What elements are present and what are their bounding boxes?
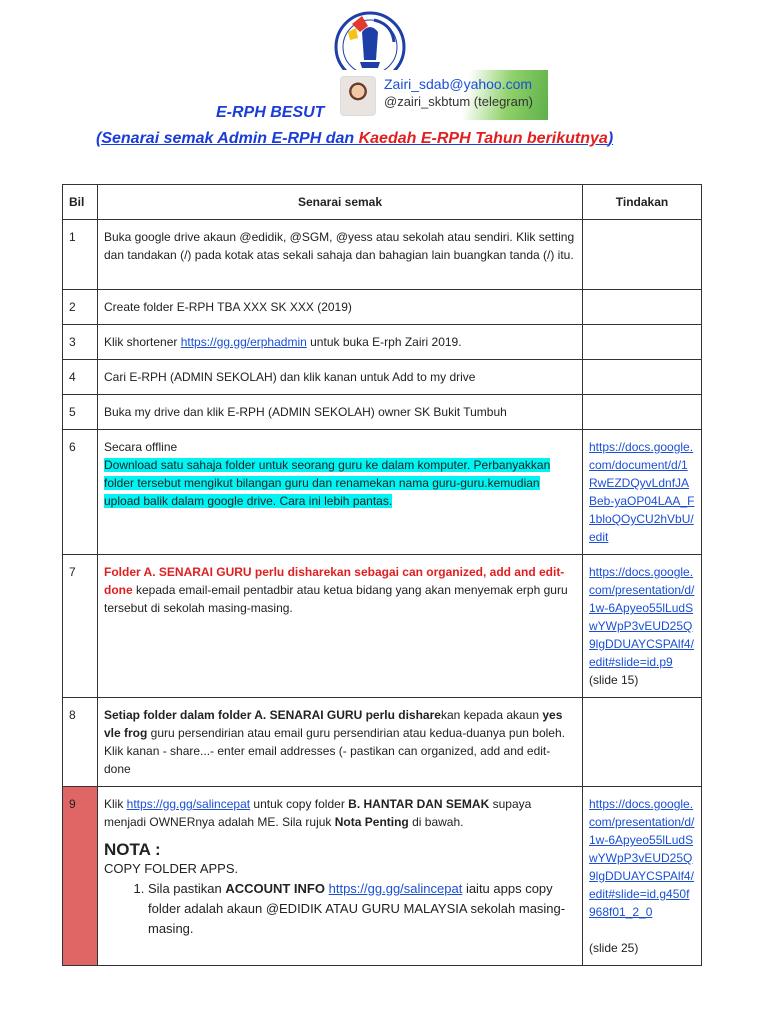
contact-telegram: @zairi_skbtum (telegram) <box>384 94 534 109</box>
table-row <box>63 325 702 360</box>
row-action <box>583 698 702 787</box>
row-bil: 9 <box>63 787 98 966</box>
table-row <box>63 220 702 290</box>
contact-email[interactable]: Zairi_sdab@yahoo.com <box>384 76 533 92</box>
row-bil: 8 <box>63 698 98 787</box>
table-row <box>63 555 702 698</box>
table-row <box>63 360 702 395</box>
salincepat-link-2[interactable]: https://gg.gg/salincepat <box>328 881 463 896</box>
slide-note: (slide 15) <box>589 673 639 687</box>
row-action <box>583 325 702 360</box>
page-title: E-RPH BESUT <box>216 104 325 121</box>
row-text: Klik https://gg.gg/salincepat untuk copy folder B. HANTAR DAN SEMAK supaya menjadi OWNERnya adalah ME. Sila rujuk Nota Penting di bawah. NOTA : COPY FOLDER APPS. 1. Sila pastikan ACCOUNT INFO https://gg.gg/salincepat iaitu apps copy folder adalah akaun @EDIDIK ATAU GURU MALAYSIA sekolah masing-masing. <box>98 787 583 966</box>
slide-note: (slide 25) <box>589 941 639 955</box>
row-action <box>583 220 702 290</box>
table-row <box>63 698 702 787</box>
avatar <box>340 76 376 116</box>
nota-line: COPY FOLDER APPS. <box>104 861 239 876</box>
page-subtitle: (Senarai semak Admin E-RPH dan Kaedah E-RPH Tahun berikutnya) <box>96 130 614 147</box>
erphadmin-link[interactable]: https://gg.gg/erphadmin <box>180 335 307 349</box>
docs-presentation-link[interactable]: https://docs.google.com/presentation/d/1w-6Apyeo55lLudSwYWpP3vEUD25Q9lgDDUAYCSPAlf4/edit#slide=id.p9 <box>589 565 695 669</box>
table-row <box>63 395 702 430</box>
table-row <box>63 787 702 966</box>
row-action <box>583 360 702 395</box>
header-senarai-semak: Senarai semak <box>98 185 583 220</box>
table-row <box>63 430 702 555</box>
contact-card <box>340 70 548 120</box>
docs-document-link[interactable]: https://docs.google.com/document/d/1RwEZDQyvLdnfJABeb-yaOP04LAA_F1bloQOyCU2hVbU/edit <box>589 440 695 544</box>
row-bil: 4 <box>63 360 98 395</box>
row-text: Cari E-RPH (ADMIN SEKOLAH) dan klik kanan untuk Add to my drive <box>98 360 583 395</box>
row-text: Setiap folder dalam folder A. SENARAI GURU perlu disharekan kepada akaun yes vle frog guru persendirian atau email guru persendirian atau kedua-duanya pun boleh. Klik kanan - share...- enter email addresses (- pastikan can organized, add and edit-done <box>98 698 583 787</box>
row-text: Buka my drive dan klik E-RPH (ADMIN SEKOLAH) owner SK Bukit Tumbuh <box>98 395 583 430</box>
row-bil: 2 <box>63 290 98 325</box>
nota-title: NOTA : <box>104 840 161 859</box>
row-text: Buka google drive akaun @edidik, @SGM, @yess atau sekolah atau sendiri. Klik setting dan tandakan (/) pada kotak atas sekali sahaja dan bahagian lain buangkan tanda (/) itu. <box>98 220 583 290</box>
highlighted-instruction: Download satu sahaja folder untuk seorang guru ke dalam komputer. Perbanyakkan folder tersebut mengikut bilangan guru dan renamekan nama guru-guru.kemudian upload balik dalam google drive. Cara ini lebih pantas. <box>104 458 551 508</box>
checklist-table <box>62 184 702 966</box>
row-action <box>583 555 702 698</box>
row-bil: 3 <box>63 325 98 360</box>
nota-list <box>104 879 576 939</box>
row-text: Create folder E-RPH TBA XXX SK XXX (2019) <box>98 290 583 325</box>
docs-presentation-link-2[interactable]: https://docs.google.com/presentation/d/1w-6Apyeo55lLudSwYWpP3vEUD25Q9lgDDUAYCSPAlf4/edit#slide=id.g450f968f01_2_0 <box>589 797 695 919</box>
table-row <box>63 290 702 325</box>
row-bil: 5 <box>63 395 98 430</box>
row-bil: 7 <box>63 555 98 698</box>
row-text: Secara offline Download satu sahaja folder untuk seorang guru ke dalam komputer. Perbanyakkan folder tersebut mengikut bilangan guru dan renamekan nama guru-guru.kemudian upload balik dalam google drive. Cara ini lebih pantas. <box>98 430 583 555</box>
salincepat-link[interactable]: https://gg.gg/salincepat <box>126 797 251 811</box>
row-action <box>583 787 702 966</box>
row-action <box>583 290 702 325</box>
nota-body <box>104 859 576 939</box>
table-header-row <box>63 185 702 220</box>
row-text: Folder A. SENARAI GURU perlu disharekan sebagai can organized, add and edit-done kepada email-email pentadbir atau ketua bidang yang akan menyemak erph guru tersebut di sekolah masing-masing. <box>98 555 583 698</box>
header-tindakan: Tindakan <box>583 185 702 220</box>
row-bil: 6 <box>63 430 98 555</box>
row-action <box>583 395 702 430</box>
row-action <box>583 430 702 555</box>
list-item: 1. Sila pastikan ACCOUNT INFO https://gg.gg/salincepat iaitu apps copy folder adalah akaun @EDIDIK ATAU GURU MALAYSIA sekolah masing-masing. <box>148 879 576 939</box>
row-text: Klik shortener https://gg.gg/erphadmin untuk buka E-rph Zairi 2019. <box>98 325 583 360</box>
header-bil: Bil <box>63 185 98 220</box>
row-bil: 1 <box>63 220 98 290</box>
